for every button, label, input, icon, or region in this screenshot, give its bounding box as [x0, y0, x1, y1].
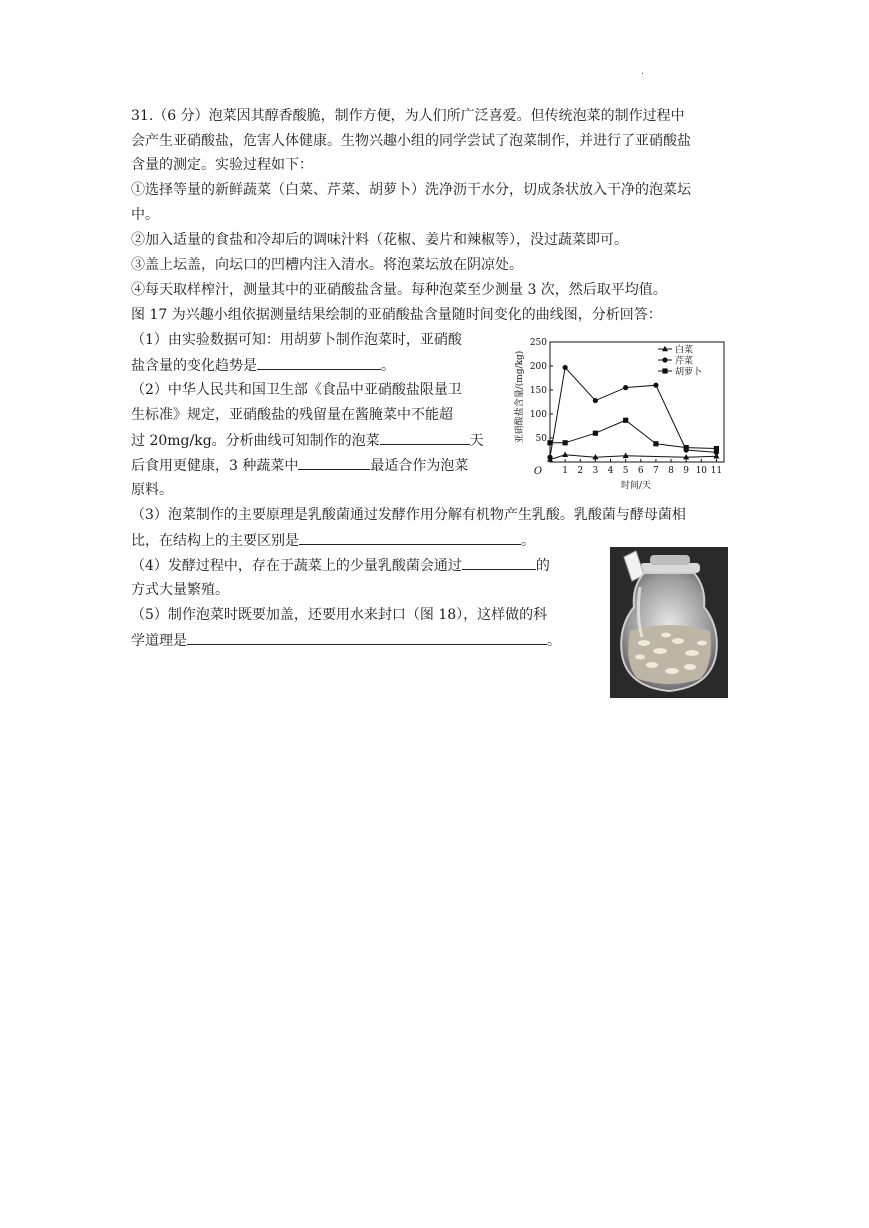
intro-line-1: 31.（6 分）泡菜因其醇香酸脆，制作方便，为人们所广泛喜爱。但传统泡菜的制作过程中: [131, 108, 685, 124]
q3-answer-blank[interactable]: [299, 530, 521, 545]
legend-marker: [662, 368, 667, 373]
step-1: ①选择等量的新鲜蔬菜（白菜、芹菜、胡萝卜）洗净沥干水分，切成条状放入干净的泡菜坛: [131, 182, 691, 198]
q2-suffix: 最适合作为泡菜: [370, 458, 469, 474]
q2-line-1: （2）中华人民共和国卫生部《食品中亚硝酸盐限量卫: [131, 382, 462, 398]
figure-intro: 图 17 为兴趣小组依据测量结果绘制的亚硝酸盐含量随时间变化的曲线图，分析回答：: [131, 307, 662, 323]
x-tick-label: 2: [577, 466, 584, 476]
y-tick-label: 200: [529, 362, 547, 372]
data-point-0: [562, 452, 568, 457]
q2-line-5: 原料。: [131, 482, 173, 498]
q3-line-1: （3）泡菜制作的主要原理是乳酸菌通过发酵作用分解有机物产生乳酸。乳酸菌与酵母菌相: [131, 507, 686, 523]
x-axis-label: 时间/天: [620, 481, 652, 491]
q1-answer-blank[interactable]: [257, 355, 381, 370]
data-point-1: [623, 385, 628, 390]
q5-answer-blank[interactable]: [187, 630, 547, 645]
q2-line-4: [131, 455, 468, 476]
x-tick-label: 8: [668, 466, 674, 476]
x-tick-label: 6: [637, 466, 644, 476]
q5-prompt: 学道理是: [131, 633, 187, 649]
x-tick-label: 10: [695, 466, 708, 476]
y-tick-label: 150: [529, 386, 547, 396]
x-tick-label: 7: [653, 466, 659, 476]
q4-answer-blank[interactable]: [462, 555, 536, 570]
pickle-jar-photo: [610, 547, 728, 698]
y-tick-label: 250: [529, 338, 547, 348]
q3-period: 。: [521, 533, 535, 549]
header-mark: .: [641, 66, 645, 77]
q1-period: 。: [381, 358, 395, 374]
q5-period: 。: [547, 633, 561, 649]
y-tick-label: 100: [529, 410, 547, 420]
q3-prompt: 比，在结构上的主要区别是: [131, 533, 299, 549]
q5-line-1: （5）制作泡菜时既要加盖，还要用水来封口（图 18），这样做的科: [131, 607, 548, 623]
data-point-1: [547, 455, 552, 460]
q4-line-2: 方式大量繁殖。: [131, 582, 229, 598]
x-tick-label: 4: [607, 466, 614, 476]
q2-line-2: 生标准》规定，亚硝酸盐的残留量在酱腌菜中不能超: [131, 407, 453, 423]
step-4: ④每天取样榨汁，测量其中的亚硝酸盐含量。每种泡菜至少测量 3 次，然后取平均值。: [131, 282, 667, 298]
q4-line-1: [131, 555, 550, 576]
plot-frame: [550, 342, 724, 462]
step-3: ③盖上坛盖，向坛口的凹槽内注入清水。将泡菜坛放在阴凉处。: [131, 257, 523, 273]
q2-prompt-b: 后食用更健康，3 种蔬菜中: [131, 458, 299, 474]
q5-line-2: [131, 630, 561, 651]
q2-days-blank[interactable]: [380, 430, 470, 445]
y-tick-label: 50: [535, 434, 547, 444]
x-tick-label: 5: [622, 466, 629, 476]
q2-line-3: [131, 430, 484, 451]
data-point-2: [593, 431, 598, 436]
nitrite-line-chart: [508, 332, 730, 492]
x-tick-label: 11: [710, 466, 723, 476]
series-line-0: [550, 455, 716, 460]
q2-days-unit: 天: [469, 433, 484, 449]
data-point-2: [547, 440, 552, 445]
x-tick-label: 3: [592, 466, 599, 476]
pickle-jar-icon: [610, 547, 728, 698]
data-point-2: [563, 440, 568, 445]
q2-prompt-a: 过 20mg/kg。分析曲线可知制作的泡菜: [131, 433, 380, 449]
legend-marker: [662, 357, 667, 362]
q2-vegetable-blank[interactable]: [298, 455, 370, 470]
origin-label: O: [533, 466, 543, 477]
q4-suffix: 的: [535, 558, 550, 574]
x-tick-label: 9: [683, 466, 690, 476]
legend-label: 胡萝卜: [675, 367, 703, 378]
q1-prompt: 盐含量的变化趋势是: [131, 358, 257, 374]
data-point-1: [653, 383, 658, 388]
data-point-2: [714, 446, 719, 451]
q1-line-1: （1）由实验数据可知：用胡萝卜制作泡菜时，亚硝酸: [131, 332, 462, 348]
intro-line-2: 会产生亚硝酸盐，危害人体健康。生物兴趣小组的同学尝试了泡菜制作，并进行了亚硝酸盐: [131, 133, 691, 149]
series-line-2: [550, 420, 716, 448]
step-1-cont: 中。: [131, 207, 159, 223]
step-2: ②加入适量的食盐和冷却后的调味汁料（花椒、姜片和辣椒等），没过蔬菜即可。: [131, 232, 628, 248]
q1-line-2: [131, 355, 395, 376]
data-point-2: [653, 441, 658, 446]
data-point-0: [623, 453, 629, 458]
series-line-1: [550, 367, 716, 457]
legend-label: 白菜: [675, 345, 694, 356]
y-axis-label: 亚硝酸盐含量/(mg/kg): [515, 350, 525, 444]
x-tick-label: 1: [562, 466, 568, 476]
data-point-1: [593, 398, 598, 403]
q3-line-2: [131, 530, 535, 551]
data-point-2: [623, 418, 628, 423]
intro-line-3: 含量的测定。实验过程如下：: [131, 157, 313, 173]
q4-prompt: （4）发酵过程中，存在于蔬菜上的少量乳酸菌会通过: [131, 558, 462, 574]
data-point-2: [684, 445, 689, 450]
data-point-1: [563, 365, 568, 370]
legend-label: 芹菜: [675, 356, 694, 367]
